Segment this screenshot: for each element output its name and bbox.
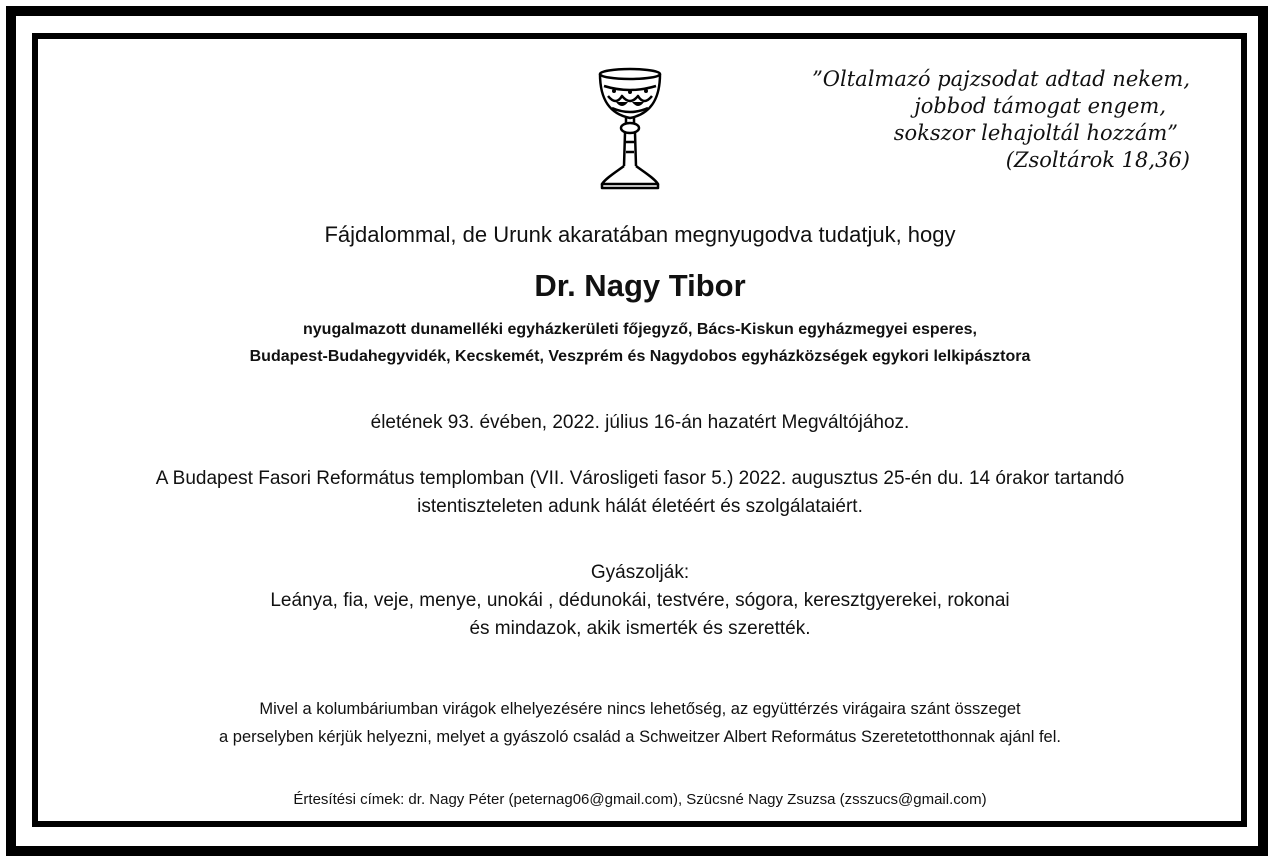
memorial-service — [0, 465, 1280, 521]
title-line: nyugalmazott dunamelléki egyházkerületi főjegyző, Bács-Kiskun egyházmegyei esperes, — [303, 321, 977, 338]
psalm-verse — [730, 66, 1190, 174]
intro-text: Fájdalommal, de Urunk akaratában megnyugodva tudatjuk, hogy — [324, 222, 956, 247]
flowers-line: Mivel a kolumbáriumban virágok elhelyezésére nincs lehetőség, az együttérzés virágaira szánt összeget — [259, 700, 1021, 718]
service-line: A Budapest Fasori Református templomban (VII. Városligeti fasor 5.) 2022. augusztus 25-én du. 14 órakor tartandó — [155, 468, 1125, 489]
mourners-heading: Gyászolják: — [590, 562, 690, 583]
contact-addresses: Értesítési címek: dr. Nagy Péter (peternag06@gmail.com), Szücsné Nagy Zsuzsa (zsszucs@gmail.com) — [293, 791, 987, 808]
mourners-line: és mindazok, akik ismerték és szerették. — [469, 618, 811, 639]
verse-line: sokszor lehajoltál hozzám” — [893, 121, 1178, 145]
verse-line: jobbod támogat engem, — [914, 94, 1166, 118]
flowers-line: a perselyben kérjük helyezni, melyet a gyászoló család a Schweitzer Albert Református Szeretetotthonnak ajánl fel. — [219, 728, 1061, 746]
verse-line: ”Oltalmazó pajzsodat adtad nekem, — [812, 67, 1190, 91]
verse-reference: (Zsoltárok 18,36) — [1005, 148, 1190, 172]
titles-block — [0, 316, 1280, 370]
title-line: Budapest-Budahegyvidék, Kecskemét, Veszprém és Nagydobos egyházközségek egykori lelkipásztora — [249, 348, 1031, 365]
mourners-block — [0, 559, 1280, 643]
mourners-line: Leánya, fia, veje, menye, unokái , dédunokái, testvére, sógora, keresztgyerekei, rokonai — [270, 590, 1010, 611]
deceased-name: Dr. Nagy Tibor — [534, 268, 746, 303]
death-notice: életének 93. évében, 2022. július 16-án hazatért Megváltójához. — [370, 412, 910, 433]
service-line: istentiszteleten adunk hálát életéért és szolgálataiért. — [417, 496, 863, 517]
flowers-note — [0, 695, 1280, 751]
chalice-icon — [596, 66, 664, 190]
